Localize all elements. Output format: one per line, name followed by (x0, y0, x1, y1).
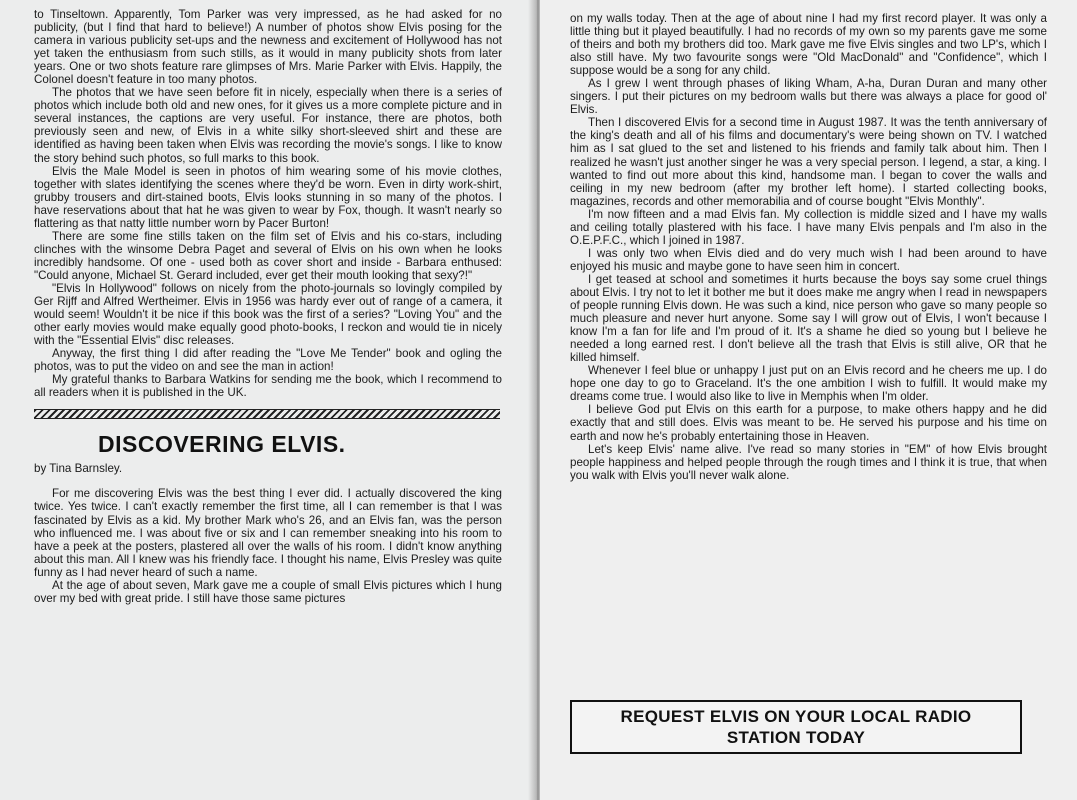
callout-line-1: REQUEST ELVIS ON YOUR LOCAL RADIO (620, 707, 972, 726)
article-body-left (34, 487, 502, 604)
callout-line-2: STATION TODAY (726, 728, 866, 747)
paragraph: The photos that we have seen before fit in nicely, especially when there is a series of photos which include both old and new ones, for it gives us a more complete picture and in several instances, the captions are very useful. For instance, there are photos, both previously seen and new, of Elvis in a white silky short-sleeved shirt and these are identified as having been taken when Elvis was recording the movie's songs. I like to know the story behind such photos, so full marks to this book. (34, 86, 502, 165)
article-title: DISCOVERING ELVIS. (98, 431, 346, 458)
paragraph: I'm now fifteen and a mad Elvis fan. My collection is middle sized and I have my walls and ceiling totally plastered with his face. I have many Elvis penpals and I'm also in the O.E.P.F.C., which I joined in 1987. (570, 207, 1047, 247)
paragraph: Whenever I feel blue or unhappy I just put on an Elvis record and he cheers me up. I do hope one day to go to Graceland. It's the one ambition I wish to fulfill. It would make my dreams come true. I would also like to live in Memphis when I'm older. (570, 364, 1047, 404)
right-page (540, 0, 1077, 800)
paragraph: Then I discovered Elvis for a second time in August 1987. It was the tenth anniversary of the king's death and all of his films and documentary's were being shown on TV. I watched him as I sat glued to the set and listened to his friends and family talk about him. Then I realized he wasn't just another singer he was a very special person. I legend, a star, a king. I wanted to find out more about this kind, handsome man. I began to cover the walls and ceiling in my new bedroom (after my brother left home). I started collecting books, magazines, records and other memorabilia and of course bought "Elvis Monthly". (570, 116, 1047, 208)
article-byline: by Tina Barnsley. (34, 462, 123, 476)
article-body-right (570, 12, 1047, 482)
paragraph: For me discovering Elvis was the best thing I ever did. I actually discovered the king twice. Yes twice. I can't exactly remember the first time, all I can remember is that I was fascinated by Elvis as a kid. My brother Mark who's 26, and an Elvis fan, was the person who influenced me. I was about five or six and I can remember sneaking into his room to have a peek at the posters, plastered all over the walls of his room. I didn't know anything about this man. All I knew was his friendly face. I thought his name, Elvis Presley was quite funny as I had never heard of such a name. (34, 487, 502, 579)
paragraph: As I grew I went through phases of liking Wham, A-ha, Duran Duran and many other singers. I put their pictures on my bedroom walls but there was always a place for good ol' Elvis. (570, 77, 1047, 117)
paragraph: on my walls today. Then at the age of about nine I had my first record player. It was only a little thing but it played beautifully. I had no records of my own so my parents gave me some of theirs and both my brothers did too. Mark gave me five Elvis singles and two LP's, which I also still have. My two favourite songs were "Old MacDonald" and "Confidence", which I suppose would be a song for any child. (570, 12, 1047, 78)
paragraph: I was only two when Elvis died and do very much wish I had been around to have enjoyed his music and maybe gone to have seen him in concert. (570, 246, 1047, 273)
radio-request-callout (570, 700, 1022, 754)
paragraph: I believe God put Elvis on this earth for a purpose, to make others happy and he did exactly that and still does. Elvis was meant to be. He served his purpose and his time on earth and now he's probably entertaining those in Heaven. (570, 403, 1047, 443)
paragraph: At the age of about seven, Mark gave me a couple of small Elvis pictures which I hung over my bed with great pride. I still have those same pictures (34, 578, 502, 605)
paragraph: Let's keep Elvis' name alive. I've read so many stories in "EM" of how Elvis brought people happiness and helped people through the rough times and I think it is true, that when you walk with Elvis you'll never walk alone. (570, 442, 1047, 482)
paragraph: "Elvis In Hollywood" follows on nicely from the photo-journals so lovingly compiled by Ger Rijff and Alfred Wertheimer. Elvis in 1956 was hardy ever out of range of a camera, it would seem! Wouldn't it be nice if this book was the first of a series? "Loving You" and the other early movies would make equally good photo-books, I reckon and would tie in nicely with the "Essential Elvis" disc releases. (34, 281, 502, 348)
paragraph: My grateful thanks to Barbara Watkins for sending me the book, which I recommend to all readers when it is published in the UK. (34, 373, 502, 400)
paragraph: Anyway, the first thing I did after reading the "Love Me Tender" book and ogling the photos, was to put the video on and see the man in action! (34, 347, 502, 374)
left-page (0, 0, 536, 800)
decorative-divider (34, 409, 500, 419)
paragraph: There are some fine stills taken on the film set of Elvis and his co-stars, including clinches with the winsome Debra Paget and several of Elvis on his own when he looks incredibly handsome. Of one - used both as cover short and inside - Barbara enthused: "Could anyone, Michael St. Gerard included, ever get their mouth looking that sexy?!" (34, 229, 502, 282)
paragraph: I get teased at school and sometimes it hurts because the boys say some cruel things about Elvis. I try not to let it bother me but it does make me angry when I read in newspapers of people running Elvis down. He was such a kind, nice person who gave so many people so much pleasure and never hurt anyone. Some say I will grow out of Elvis, I won't because I know I'm a fan for life and I'm proud of it. It's a shame he died so young but I believe he needed a long earned rest. I don't believe all the trash that Elvis is still alive, OR that he killed himself. (570, 272, 1047, 365)
paragraph: to Tinseltown. Apparently, Tom Parker was very impressed, as he had asked for no publicity, (but I find that hard to believe!) A number of photos show Elvis posing for the camera in various publicity set-ups and the newness and excitement of Hollywood has not yet taken the enthusiasm from such stills, as it would in many publicity shots from later years. One or two shots feature rare glimpses of Mrs. Marie Parker with Elvis. Happily, the Colonel doesn't feature in too many photos. (34, 8, 502, 87)
paragraph: Elvis the Male Model is seen in photos of him wearing some of his movie clothes, together with slates identifying the scenes where they'd be worn. Even in dirty work-shirt, grubby trousers and dirt-stained boots, Elvis looks stunning in so many of the photos. I have reservations about that hat he was given to wear by Fox, though. It wasn't nearly so flattering as that natty little number worn by Pacer Burton! (34, 164, 502, 230)
review-continuation (34, 8, 502, 399)
